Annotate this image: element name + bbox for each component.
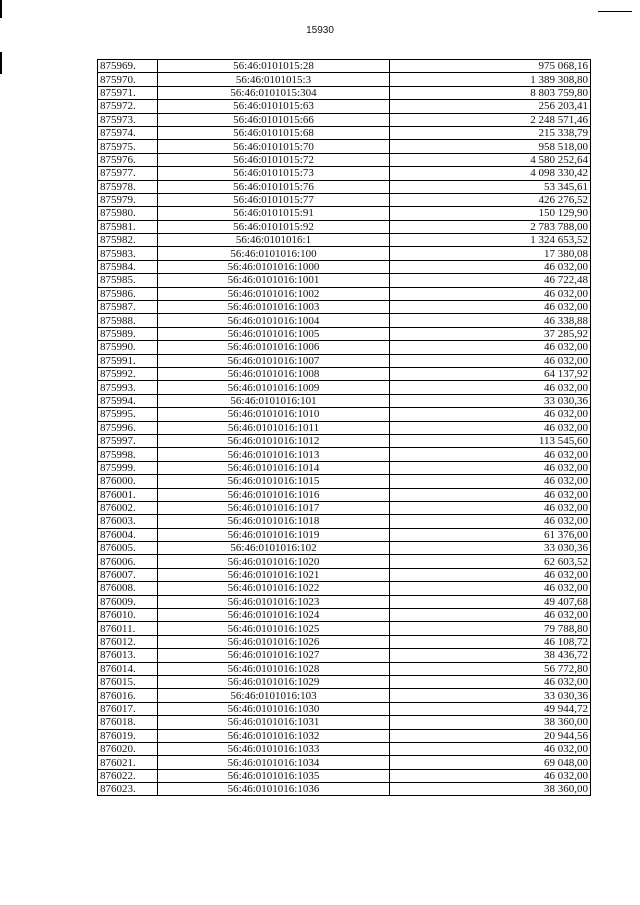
cadastral-number-cell: 56:46:0101016:1011 [158, 421, 390, 434]
value-cell: 46 032,00 [390, 609, 591, 622]
cadastral-number-cell: 56:46:0101016:1023 [158, 595, 390, 608]
value-cell: 46 032,00 [390, 287, 591, 300]
table-row [98, 635, 591, 648]
row-number-cell: 876005. [98, 542, 158, 555]
table-row [98, 769, 591, 782]
cadastral-number-cell: 56:46:0101016:1013 [158, 448, 390, 461]
row-number-cell: 876007. [98, 568, 158, 581]
row-number-cell: 876012. [98, 635, 158, 648]
row-number-cell: 875988. [98, 314, 158, 327]
table-row [98, 153, 591, 166]
table-row [98, 327, 591, 340]
value-cell: 426 276,52 [390, 193, 591, 206]
value-cell: 61 376,00 [390, 528, 591, 541]
cadastral-number-cell: 56:46:0101015:77 [158, 193, 390, 206]
value-cell: 46 032,00 [390, 461, 591, 474]
value-cell: 46 032,00 [390, 501, 591, 514]
table-row [98, 274, 591, 287]
value-cell: 975 068,16 [390, 60, 591, 73]
scan-edge-mark-top-left [0, 0, 2, 18]
row-number-cell: 875986. [98, 287, 158, 300]
table-row [98, 662, 591, 675]
cadastral-number-cell: 56:46:0101015:91 [158, 207, 390, 220]
cadastral-number-cell: 56:46:0101015:28 [158, 60, 390, 73]
table-row [98, 742, 591, 755]
value-cell: 38 360,00 [390, 783, 591, 796]
row-number-cell: 875975. [98, 140, 158, 153]
cadastral-number-cell: 56:46:0101016:100 [158, 247, 390, 260]
row-number-cell: 875984. [98, 260, 158, 273]
value-cell: 8 803 759,80 [390, 86, 591, 99]
cadastral-number-cell: 56:46:0101015:72 [158, 153, 390, 166]
row-number-cell: 875997. [98, 434, 158, 447]
row-number-cell: 875982. [98, 234, 158, 247]
cadastral-number-cell: 56:46:0101016:1009 [158, 381, 390, 394]
table-row [98, 367, 591, 380]
value-cell: 958 518,00 [390, 140, 591, 153]
cadastral-number-cell: 56:46:0101016:1010 [158, 408, 390, 421]
value-cell: 46 032,00 [390, 742, 591, 755]
table-row [98, 595, 591, 608]
table-row [98, 421, 591, 434]
table-row [98, 287, 591, 300]
row-number-cell: 876000. [98, 475, 158, 488]
value-cell: 33 030,36 [390, 689, 591, 702]
row-number-cell: 876018. [98, 716, 158, 729]
row-number-cell: 876010. [98, 609, 158, 622]
table-row [98, 783, 591, 796]
row-number-cell: 875978. [98, 180, 158, 193]
table-row [98, 60, 591, 73]
value-cell: 33 030,36 [390, 394, 591, 407]
row-number-cell: 876020. [98, 742, 158, 755]
table-row [98, 515, 591, 528]
row-number-cell: 876014. [98, 662, 158, 675]
page-number: 15930 [306, 25, 334, 36]
cadastral-number-cell: 56:46:0101016:1024 [158, 609, 390, 622]
cadastral-number-cell: 56:46:0101016:1033 [158, 742, 390, 755]
row-number-cell: 875996. [98, 421, 158, 434]
value-cell: 46 032,00 [390, 421, 591, 434]
value-cell: 62 603,52 [390, 555, 591, 568]
cadastral-number-cell: 56:46:0101016:1026 [158, 635, 390, 648]
table-row [98, 100, 591, 113]
table-body [98, 60, 591, 796]
value-cell: 46 722,48 [390, 274, 591, 287]
value-cell: 53 345,61 [390, 180, 591, 193]
value-cell: 46 032,00 [390, 769, 591, 782]
cadastral-number-cell: 56:46:0101015:66 [158, 113, 390, 126]
value-cell: 46 032,00 [390, 354, 591, 367]
cadastral-number-cell: 56:46:0101015:73 [158, 167, 390, 180]
row-number-cell: 875985. [98, 274, 158, 287]
cadastral-number-cell: 56:46:0101016:1029 [158, 675, 390, 688]
cadastral-number-cell: 56:46:0101016:1028 [158, 662, 390, 675]
table-row [98, 461, 591, 474]
table-row [98, 716, 591, 729]
value-cell: 69 048,00 [390, 756, 591, 769]
scan-edge-mark-left [0, 52, 2, 74]
cadastral-number-cell: 56:46:0101015:76 [158, 180, 390, 193]
cadastral-number-cell: 56:46:0101016:1017 [158, 501, 390, 514]
cadastral-number-cell: 56:46:0101015:3 [158, 73, 390, 86]
table-row [98, 582, 591, 595]
value-cell: 20 944,56 [390, 729, 591, 742]
value-cell: 46 032,00 [390, 381, 591, 394]
cadastral-number-cell: 56:46:0101016:1016 [158, 488, 390, 501]
row-number-cell: 876006. [98, 555, 158, 568]
table-row [98, 234, 591, 247]
cadastral-number-cell: 56:46:0101016:1005 [158, 327, 390, 340]
cadastral-number-cell: 56:46:0101016:1012 [158, 434, 390, 447]
row-number-cell: 876019. [98, 729, 158, 742]
table-row [98, 354, 591, 367]
table-row [98, 73, 591, 86]
value-cell: 49 944,72 [390, 702, 591, 715]
cadastral-number-cell: 56:46:0101016:1020 [158, 555, 390, 568]
table-row [98, 260, 591, 273]
table-row [98, 568, 591, 581]
table-row [98, 488, 591, 501]
value-cell: 2 248 571,46 [390, 113, 591, 126]
row-number-cell: 875998. [98, 448, 158, 461]
cadastral-number-cell: 56:46:0101016:1030 [158, 702, 390, 715]
value-cell: 46 032,00 [390, 301, 591, 314]
value-cell: 33 030,36 [390, 542, 591, 555]
row-number-cell: 875999. [98, 461, 158, 474]
row-number-cell: 876001. [98, 488, 158, 501]
cadastral-number-cell: 56:46:0101016:101 [158, 394, 390, 407]
cadastral-number-cell: 56:46:0101016:1031 [158, 716, 390, 729]
row-number-cell: 875974. [98, 126, 158, 139]
value-cell: 38 436,72 [390, 649, 591, 662]
value-cell: 46 032,00 [390, 568, 591, 581]
value-cell: 215 338,79 [390, 126, 591, 139]
table-row [98, 381, 591, 394]
row-number-cell: 875987. [98, 301, 158, 314]
value-cell: 1 389 308,80 [390, 73, 591, 86]
value-cell: 46 032,00 [390, 448, 591, 461]
value-cell: 46 032,00 [390, 408, 591, 421]
table-row [98, 756, 591, 769]
cadastral-number-cell: 56:46:0101016:1032 [158, 729, 390, 742]
row-number-cell: 875995. [98, 408, 158, 421]
row-number-cell: 875972. [98, 100, 158, 113]
row-number-cell: 876003. [98, 515, 158, 528]
table-row [98, 542, 591, 555]
value-cell: 17 380,08 [390, 247, 591, 260]
table-row [98, 501, 591, 514]
cadastral-number-cell: 56:46:0101015:70 [158, 140, 390, 153]
table-row [98, 689, 591, 702]
row-number-cell: 876011. [98, 622, 158, 635]
row-number-cell: 875993. [98, 381, 158, 394]
row-number-cell: 875970. [98, 73, 158, 86]
table-row [98, 167, 591, 180]
row-number-cell: 875989. [98, 327, 158, 340]
cadastral-number-cell: 56:46:0101016:1025 [158, 622, 390, 635]
cadastral-number-cell: 56:46:0101015:92 [158, 220, 390, 233]
cadastral-number-cell: 56:46:0101015:304 [158, 86, 390, 99]
table-row [98, 247, 591, 260]
row-number-cell: 876023. [98, 783, 158, 796]
table-row [98, 448, 591, 461]
table-row [98, 86, 591, 99]
value-cell: 46 032,00 [390, 515, 591, 528]
value-cell: 46 032,00 [390, 582, 591, 595]
value-cell: 113 545,60 [390, 434, 591, 447]
table-row [98, 408, 591, 421]
cadastral-number-cell: 56:46:0101016:1014 [158, 461, 390, 474]
table-row [98, 341, 591, 354]
cadastral-number-cell: 56:46:0101016:1022 [158, 582, 390, 595]
value-cell: 46 338,88 [390, 314, 591, 327]
cadastral-number-cell: 56:46:0101016:1006 [158, 341, 390, 354]
table-row [98, 207, 591, 220]
row-number-cell: 875979. [98, 193, 158, 206]
value-cell: 256 203,41 [390, 100, 591, 113]
row-number-cell: 875977. [98, 167, 158, 180]
table-row [98, 649, 591, 662]
scan-edge-mark-top-right [598, 11, 632, 12]
value-cell: 56 772,80 [390, 662, 591, 675]
row-number-cell: 875983. [98, 247, 158, 260]
value-cell: 4 098 330,42 [390, 167, 591, 180]
value-cell: 46 032,00 [390, 475, 591, 488]
value-cell: 79 788,80 [390, 622, 591, 635]
value-cell: 46 032,00 [390, 488, 591, 501]
value-cell: 37 285,92 [390, 327, 591, 340]
cadastral-number-cell: 56:46:0101015:63 [158, 100, 390, 113]
value-cell: 46 032,00 [390, 675, 591, 688]
table-row [98, 126, 591, 139]
row-number-cell: 876009. [98, 595, 158, 608]
row-number-cell: 876022. [98, 769, 158, 782]
table-row [98, 555, 591, 568]
row-number-cell: 876002. [98, 501, 158, 514]
row-number-cell: 875971. [98, 86, 158, 99]
value-cell: 150 129,90 [390, 207, 591, 220]
table-row [98, 180, 591, 193]
row-number-cell: 876013. [98, 649, 158, 662]
row-number-cell: 876021. [98, 756, 158, 769]
table-row [98, 193, 591, 206]
cadastral-number-cell: 56:46:0101015:68 [158, 126, 390, 139]
row-number-cell: 875992. [98, 367, 158, 380]
row-number-cell: 875981. [98, 220, 158, 233]
cadastral-number-cell: 56:46:0101016:1003 [158, 301, 390, 314]
cadastral-number-cell: 56:46:0101016:1007 [158, 354, 390, 367]
value-cell: 49 407,68 [390, 595, 591, 608]
row-number-cell: 875976. [98, 153, 158, 166]
row-number-cell: 876015. [98, 675, 158, 688]
cadastral-number-cell: 56:46:0101016:1015 [158, 475, 390, 488]
cadastral-number-cell: 56:46:0101016:1008 [158, 367, 390, 380]
cadastral-number-cell: 56:46:0101016:1018 [158, 515, 390, 528]
value-cell: 38 360,00 [390, 716, 591, 729]
cadastral-number-cell: 56:46:0101016:1034 [158, 756, 390, 769]
table-row [98, 394, 591, 407]
value-cell: 46 108,72 [390, 635, 591, 648]
row-number-cell: 875973. [98, 113, 158, 126]
value-cell: 1 324 653,52 [390, 234, 591, 247]
table-row [98, 729, 591, 742]
table-row [98, 314, 591, 327]
cadastral-number-cell: 56:46:0101016:1027 [158, 649, 390, 662]
value-cell: 64 137,92 [390, 367, 591, 380]
table-row [98, 113, 591, 126]
value-cell: 46 032,00 [390, 341, 591, 354]
cadastral-number-cell: 56:46:0101016:1002 [158, 287, 390, 300]
value-cell: 46 032,00 [390, 260, 591, 273]
cadastral-number-cell: 56:46:0101016:102 [158, 542, 390, 555]
row-number-cell: 875980. [98, 207, 158, 220]
row-number-cell: 875969. [98, 60, 158, 73]
row-number-cell: 875991. [98, 354, 158, 367]
cadastral-number-cell: 56:46:0101016:103 [158, 689, 390, 702]
cadastral-value-table [97, 59, 591, 796]
cadastral-number-cell: 56:46:0101016:1035 [158, 769, 390, 782]
table-row [98, 528, 591, 541]
value-cell: 2 783 788,00 [390, 220, 591, 233]
row-number-cell: 875990. [98, 341, 158, 354]
cadastral-number-cell: 56:46:0101016:1036 [158, 783, 390, 796]
table-row [98, 622, 591, 635]
table-row [98, 675, 591, 688]
table-row [98, 434, 591, 447]
cadastral-number-cell: 56:46:0101016:1019 [158, 528, 390, 541]
row-number-cell: 876004. [98, 528, 158, 541]
cadastral-number-cell: 56:46:0101016:1021 [158, 568, 390, 581]
row-number-cell: 876016. [98, 689, 158, 702]
cadastral-number-cell: 56:46:0101016:1004 [158, 314, 390, 327]
table-row [98, 220, 591, 233]
cadastral-number-cell: 56:46:0101016:1000 [158, 260, 390, 273]
table-row [98, 609, 591, 622]
cadastral-number-cell: 56:46:0101016:1001 [158, 274, 390, 287]
cadastral-number-cell: 56:46:0101016:1 [158, 234, 390, 247]
row-number-cell: 875994. [98, 394, 158, 407]
table-row [98, 475, 591, 488]
row-number-cell: 876017. [98, 702, 158, 715]
table-row [98, 702, 591, 715]
row-number-cell: 876008. [98, 582, 158, 595]
table-row [98, 140, 591, 153]
value-cell: 4 580 252,64 [390, 153, 591, 166]
table-row [98, 301, 591, 314]
